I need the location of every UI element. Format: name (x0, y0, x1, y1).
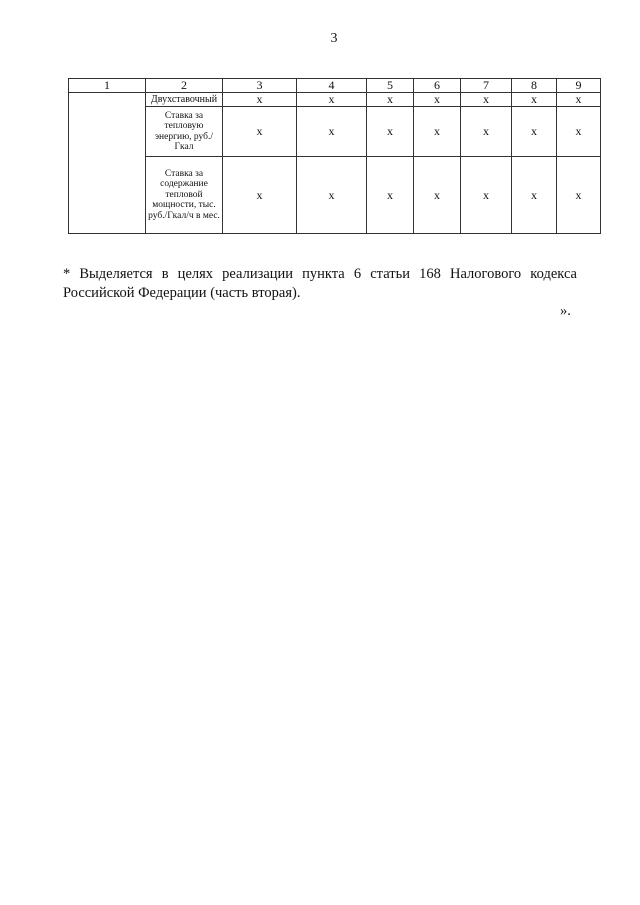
table-cell: х (367, 93, 414, 107)
table-cell: х (557, 93, 601, 107)
row-label: Двухставочный (146, 93, 223, 107)
table-cell: х (223, 93, 297, 107)
row-label: Ставка за тепловую энергию, руб./Гкал (146, 107, 223, 157)
table-cell: х (297, 157, 367, 234)
header-cell: 7 (461, 79, 512, 93)
table-cell: х (297, 93, 367, 107)
table-cell: х (461, 107, 512, 157)
table-cell: х (557, 107, 601, 157)
table-cell: х (512, 157, 557, 234)
header-cell: 9 (557, 79, 601, 93)
table-cell: х (367, 157, 414, 234)
empty-merged-cell (69, 93, 146, 234)
table-cell: х (297, 107, 367, 157)
table-header-row (69, 79, 601, 93)
table-row (69, 93, 601, 107)
footnote (63, 265, 577, 303)
table-cell: х (414, 157, 461, 234)
table-cell: х (461, 157, 512, 234)
table-cell: х (414, 107, 461, 157)
closing-quote: ». (560, 303, 571, 319)
footnote-line-1: * Выделяется в целях реализации пункта 6 статьи 168 Налогового кодекса (63, 266, 577, 282)
tariff-table (68, 78, 601, 234)
header-cell: 2 (146, 79, 223, 93)
table-cell: х (223, 107, 297, 157)
footnote-line-2: Российской Федерации (часть вторая). (63, 285, 301, 301)
table-cell: х (414, 93, 461, 107)
table-row (69, 157, 601, 234)
header-cell: 1 (69, 79, 146, 93)
table-cell: х (223, 157, 297, 234)
page-number: 3 (330, 31, 338, 46)
header-cell: 6 (414, 79, 461, 93)
header-cell: 5 (367, 79, 414, 93)
header-cell: 4 (297, 79, 367, 93)
table-cell: х (367, 107, 414, 157)
table-cell: х (512, 93, 557, 107)
header-cell: 8 (512, 79, 557, 93)
row-label: Ставка за содержание тепловой мощности, тыс. руб./Гкал/ч в мес. (146, 157, 223, 234)
table-cell: х (557, 157, 601, 234)
header-cell: 3 (223, 79, 297, 93)
table-cell: х (512, 107, 557, 157)
table-row (69, 107, 601, 157)
table-cell: х (461, 93, 512, 107)
